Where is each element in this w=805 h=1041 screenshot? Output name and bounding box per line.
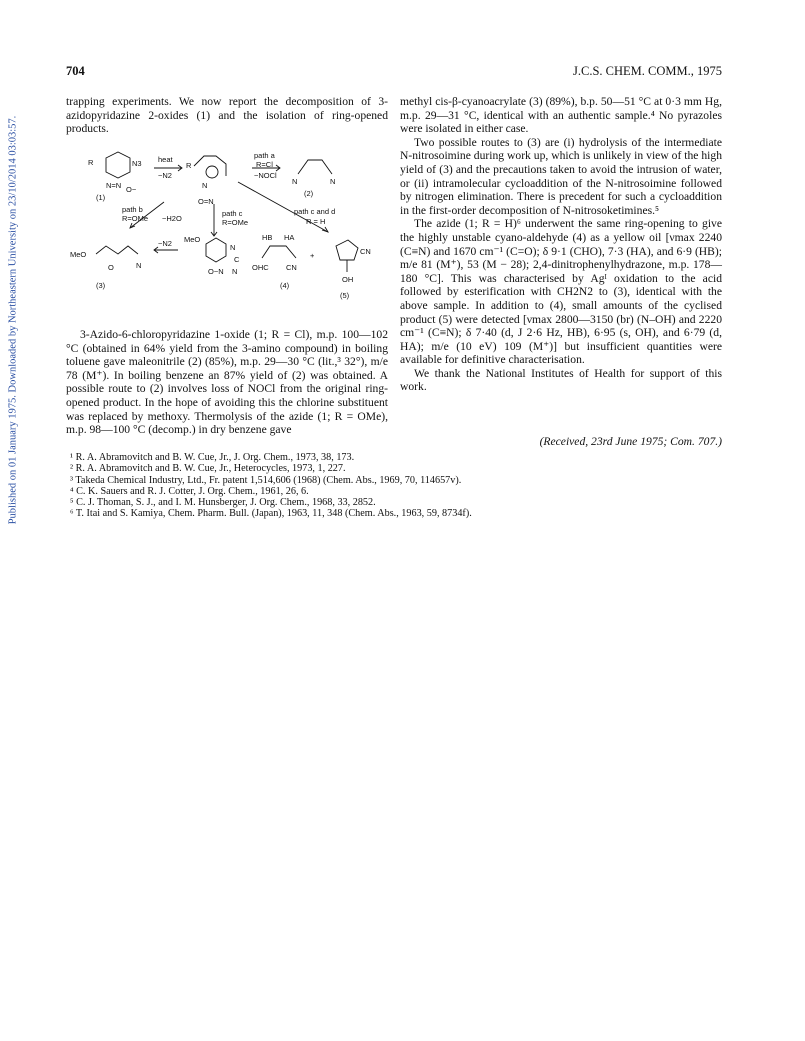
svg-text:−NOCl: −NOCl (254, 171, 277, 180)
svg-text:N: N (232, 267, 238, 276)
reference-item: ⁵ C. J. Thoman, S. J., and I. M. Hunsberger, J. Org. Chem., 1968, 33, 2852. (70, 497, 376, 509)
svg-text:+: + (310, 251, 315, 260)
svg-text:O−: O− (126, 185, 137, 194)
svg-text:MeO: MeO (70, 250, 87, 259)
left-column-intro (66, 95, 388, 136)
svg-text:MeO: MeO (184, 235, 201, 244)
bicyclic-ring (206, 238, 226, 262)
page-header (66, 64, 722, 80)
reaction-scheme-drawing (66, 146, 388, 326)
svg-text:R=OMe: R=OMe (122, 214, 149, 223)
svg-text:R = H: R = H (306, 217, 326, 226)
svg-text:N: N (230, 243, 236, 252)
intermediate-ring-ghost (206, 166, 218, 178)
svg-text:N: N (136, 261, 142, 270)
scheme-label: N3 (132, 159, 142, 168)
svg-text:N: N (202, 181, 208, 190)
svg-text:N: N (292, 177, 298, 186)
svg-text:(5): (5) (340, 291, 350, 300)
svg-text:N=N: N=N (106, 181, 122, 190)
svg-text:OHC: OHC (252, 263, 269, 272)
references (70, 452, 730, 520)
left-column-body (66, 328, 388, 437)
svg-text:CN: CN (286, 263, 297, 272)
download-watermark (0, 0, 26, 640)
svg-text:−H2O: −H2O (162, 214, 182, 223)
svg-text:CN: CN (360, 247, 371, 256)
svg-text:(3): (3) (96, 281, 106, 290)
svg-text:R=OMe: R=OMe (222, 218, 249, 227)
reference-item: ⁶ T. Itai and S. Kamiya, Chem. Pharm. Bull. (Japan), 1963, 11, 348 (Chem. Abs., 1963, 59, 8734f). (70, 508, 472, 520)
svg-text:path c: path c (222, 209, 243, 218)
paragraph: We thank the National Institutes of Health for support of this work. (400, 366, 722, 394)
svg-text:(1): (1) (96, 193, 106, 202)
compound-4-chain (262, 246, 296, 258)
svg-text:O−N: O−N (208, 267, 224, 276)
compound-3-chain (96, 246, 138, 254)
paragraph: The azide (1; R = H)⁶ underwent the same ring-opening to give the highly unstable cyano-aldehyde (4) as a yellow oil [νmax 2240 (C≡N) and 1670 cm⁻¹ (C=O); δ 9·1 (CHO), 7·3 (HA), and 6·9 (HB); m/e 81 (M⁺), 53 (M − 28); 2,4-dinitrophenylhydrazone, m.p. 178—180 °C]. This was characterised by Agᴵ oxidation to the acid followed by esterification with CH2N2 to (3), identical with the above sample. In addition to (4), small amounts of the cyclised product (5) were detected [νmax 2800—3150 (br) (N–OH) and 2220 cm⁻¹ (C≡N); δ 7·40 (d, J 2·6 Hz, HB), 6·95 (s, OH), and 6·79 (d, HA); m/e (10 eV) 109 (M⁺)] but insufficient quantities were available for definitive characterisation. (400, 217, 722, 367)
svg-text:−N2: −N2 (158, 239, 172, 248)
page-number: 704 (66, 64, 85, 78)
svg-text:R: R (186, 161, 192, 170)
journal-title: J.C.S. CHEM. COMM., 1975 (573, 64, 722, 78)
download-watermark-text: Published on 01 January 1975. Downloaded by Northeastern University on 23/10/2014 03:03:57. (7, 115, 19, 525)
svg-text:R=Cl: R=Cl (256, 160, 273, 169)
svg-text:−N2: −N2 (158, 171, 172, 180)
svg-text:path a: path a (254, 151, 275, 160)
svg-text:(4): (4) (280, 281, 290, 290)
paragraph: 3-Azido-6-chloropyridazine 1-oxide (1; R = Cl), m.p. 100—102 °C (obtained in 64% yield from the 3-amino compound) in boiling toluene gave maleonitrile (2) (85%), m.p. 29—30 °C (lit.,³ 32°), m/e 78 (M⁺). In boiling benzene an 87% yield of (2) was obtained. A possible route to (2) involves loss of NOCl from the original ring-opened product. In the hope of avoiding this the chlorine substituent was replaced by methoxy. Thermolysis of the azide (1; R = OMe), m.p. 98—100 °C (decomp.) in dry benzene gave (66, 328, 388, 437)
reaction-scheme (66, 146, 388, 326)
right-column (400, 95, 722, 394)
svg-text:C: C (234, 255, 240, 264)
svg-text:N: N (330, 177, 336, 186)
svg-text:HA: HA (284, 233, 295, 242)
reference-item: ¹ R. A. Abramovitch and B. W. Cue, Jr., J. Org. Chem., 1973, 38, 173. (70, 452, 355, 463)
paragraph: Two possible routes to (3) are (i) hydrolysis of the intermediate N-nitrosoimine during work up, which is unlikely in view of the high yield of (3) and the precautions taken to avoid the intrusion of water, or (ii) intramolecular cycloaddition of the N-nitrosoimine followed by nitrogen elimination. There is precedent for such a cycloaddition in the first-order decomposition of N-nitrosoketimines.⁵ (400, 135, 722, 217)
pyrazole-ring-5 (336, 240, 358, 260)
svg-text:HB: HB (262, 233, 273, 242)
svg-text:path c and d: path c and d (294, 207, 336, 216)
svg-text:O: O (108, 263, 114, 272)
svg-text:heat: heat (158, 155, 173, 164)
received-note: (Received, 23rd June 1975; Com. 707.) (539, 435, 722, 448)
svg-text:R: R (88, 158, 94, 167)
svg-text:OH: OH (342, 275, 354, 284)
reference-item: ⁴ C. K. Sauers and R. J. Cotter, J. Org. Chem., 1961, 26, 6. (70, 485, 309, 497)
paragraph: trapping experiments. We now report the decomposition of 3-azidopyridazine 2-oxides (1) and the isolation of ring-opened products. (66, 95, 388, 136)
reference-item: ³ Takeda Chemical Industry, Ltd., Fr. patent 1,514,606 (1968) (Chem. Abs., 1969, 70, 114657v). (70, 474, 462, 486)
svg-text:O=N: O=N (198, 197, 214, 206)
paragraph: methyl cis-β-cyanoacrylate (3) (89%), b.p. 50—51 °C at 0·3 mm Hg, m.p. 29—31 °C, identical with an authentic sample.⁴ No pyrazoles were isolated in either case. (400, 95, 722, 136)
svg-text:(2): (2) (304, 189, 314, 198)
reference-item: ² R. A. Abramovitch and B. W. Cue, Jr., Heterocycles, 1973, 1, 227. (70, 463, 346, 475)
maleonitrile-chain (298, 160, 332, 174)
pyridazine-ring-1 (106, 152, 130, 178)
svg-text:path b: path b (122, 205, 143, 214)
